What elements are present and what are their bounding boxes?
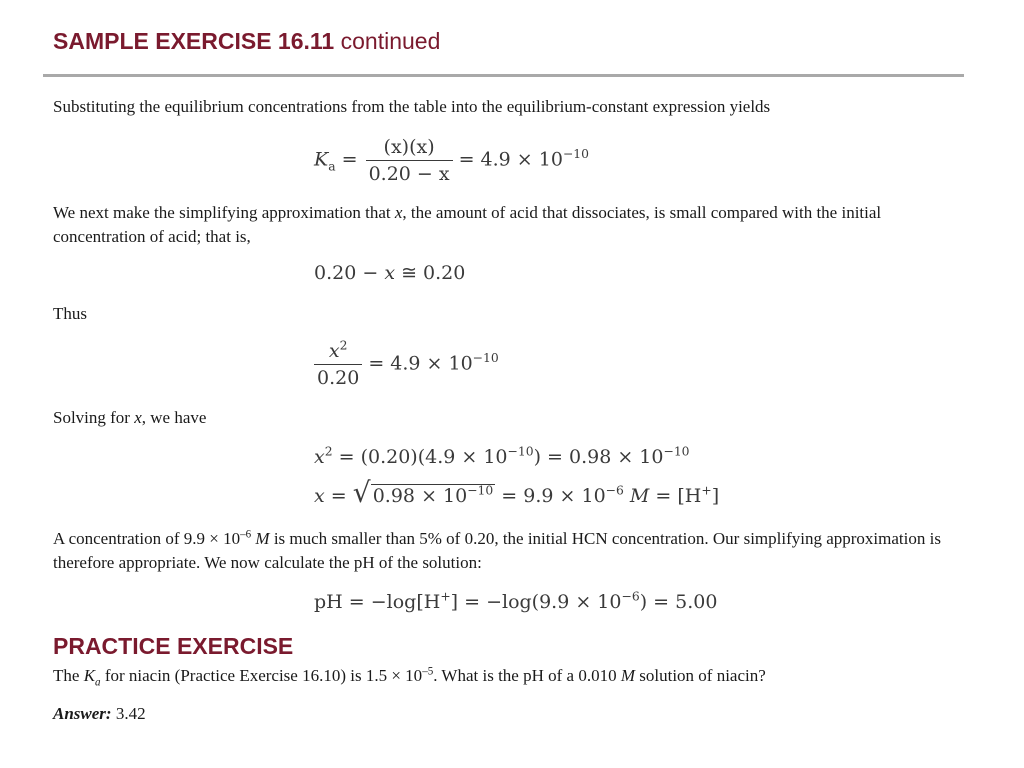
concentration-paragraph <box>53 527 968 575</box>
practice-text-middle-2: . What is the pH of a 0.010 <box>433 666 621 685</box>
x-squared-numerator <box>314 338 362 365</box>
solving-variable: x <box>134 408 142 427</box>
root-radicand-exponent: −10 <box>467 483 494 498</box>
approx-eq-lhs: 0.20 − <box>314 262 385 284</box>
root-result-exponent: −6 <box>605 483 624 498</box>
practice-text-middle: for niacin (Practice Exercise 16.10) is 1.5 × 10 <box>100 666 423 685</box>
practice-text-end: solution of niacin? <box>635 666 766 685</box>
x-squared-fraction <box>314 338 362 391</box>
conc-exponent: –6 <box>240 528 252 541</box>
solution-variable: x <box>314 446 325 468</box>
x-squared-denominator: 0.20 <box>317 367 360 389</box>
hydronium-charge: + <box>701 483 712 498</box>
ph-eq-middle: ] = −log(9.9 × 10 <box>450 591 622 613</box>
hydronium-bracket: = [H <box>649 485 702 507</box>
solving-text-end: , we have <box>141 408 207 427</box>
ka-fraction <box>366 134 453 187</box>
equation-x-root <box>314 476 720 509</box>
answer-label: Answer: <box>53 704 112 723</box>
solution-result: ) = 0.98 × 10 <box>533 446 664 468</box>
molarity-unit: M <box>629 485 650 507</box>
approx-eq-rhs: ≅ 0.20 <box>395 262 466 284</box>
approx-text-end: , the amount of acid that dissociates, is small compared with the initial concentration of acid; that is, <box>53 203 882 246</box>
square-root-icon: √ <box>352 476 371 509</box>
equation-approximation <box>314 262 465 284</box>
ka-exponent: −10 <box>562 147 590 162</box>
practice-unit: M <box>620 666 636 685</box>
root-eq-equals: = <box>324 485 353 507</box>
hydronium-bracket-close: ] <box>711 485 720 507</box>
thus-text: Thus <box>53 304 87 323</box>
square-root <box>352 476 496 509</box>
approx-eq-variable: x <box>384 262 396 284</box>
x-variable: x <box>328 340 340 362</box>
slide-title-continued: continued <box>340 28 441 54</box>
practice-k-subscript: a <box>95 676 101 689</box>
ph-eq-exponent: −6 <box>621 589 640 604</box>
solving-text-start: Solving for <box>53 408 135 427</box>
equation-x-squared-solution <box>314 446 690 468</box>
practice-exercise-heading: PRACTICE EXERCISE <box>53 633 294 659</box>
ka-symbol: K <box>314 148 329 171</box>
answer-value: 3.42 <box>111 704 146 723</box>
solution-product: = (0.20)(4.9 × 10 <box>332 446 508 468</box>
equation-x-squared-fraction <box>314 338 499 391</box>
solution-result-exponent: −10 <box>663 444 690 459</box>
ph-eq-start: pH = −log[H <box>314 591 441 613</box>
square-root-body <box>371 484 496 507</box>
ka-subscript: a <box>328 159 336 174</box>
practice-text-start: The <box>53 666 84 685</box>
solving-paragraph <box>53 406 968 430</box>
root-radicand: 0.98 × 10 <box>372 485 468 507</box>
approx-variable: x <box>394 203 403 222</box>
conc-text-start: A concentration of 9.9 × 10 <box>53 529 241 548</box>
solution-variable-exponent: 2 <box>324 444 333 459</box>
approx-text-start: We next make the simplifying approximation that <box>53 203 395 222</box>
practice-exponent: –5 <box>422 665 434 678</box>
title-divider <box>43 74 964 77</box>
practice-question <box>53 664 968 688</box>
x-squared-value: = 4.9 × 10 <box>368 352 473 375</box>
x-exponent: 2 <box>339 338 348 353</box>
ph-eq-charge: + <box>440 589 451 604</box>
practice-k-symbol: K <box>83 666 96 685</box>
equation-ph <box>314 591 717 613</box>
intro-paragraph: Substituting the equilibrium concentrations from the table into the equilibrium-constant expression yields <box>53 97 771 116</box>
x-squared-value-exponent: −10 <box>472 351 499 366</box>
slide-title <box>53 28 440 55</box>
slide-title-main: SAMPLE EXERCISE 16.11 <box>53 28 335 54</box>
solution-product-exponent: −10 <box>507 444 534 459</box>
conc-unit: M <box>255 529 270 548</box>
approximation-paragraph <box>53 201 968 249</box>
practice-answer <box>53 704 146 724</box>
equation-ka-expression: $K_a$ = $\frac{(x)(x)}{0.20 - x}$ = $4.9 \times 10^{-10}$ <box>314 136 590 185</box>
conc-text-end: is much smaller than 5% of 0.20, the initial HCN concentration. Our simplifying approximation is therefore appropriate. We now calculate the pH of the solution: <box>53 529 941 572</box>
ka-denominator: 0.20 − x <box>368 163 450 185</box>
root-eq-variable: x <box>314 485 325 507</box>
ph-eq-result: ) = 5.00 <box>639 591 718 613</box>
root-result: = 9.9 × 10 <box>495 485 606 507</box>
ka-numerator: (x)(x) <box>366 134 453 161</box>
ka-value: = 4.9 × 10 <box>458 148 563 171</box>
